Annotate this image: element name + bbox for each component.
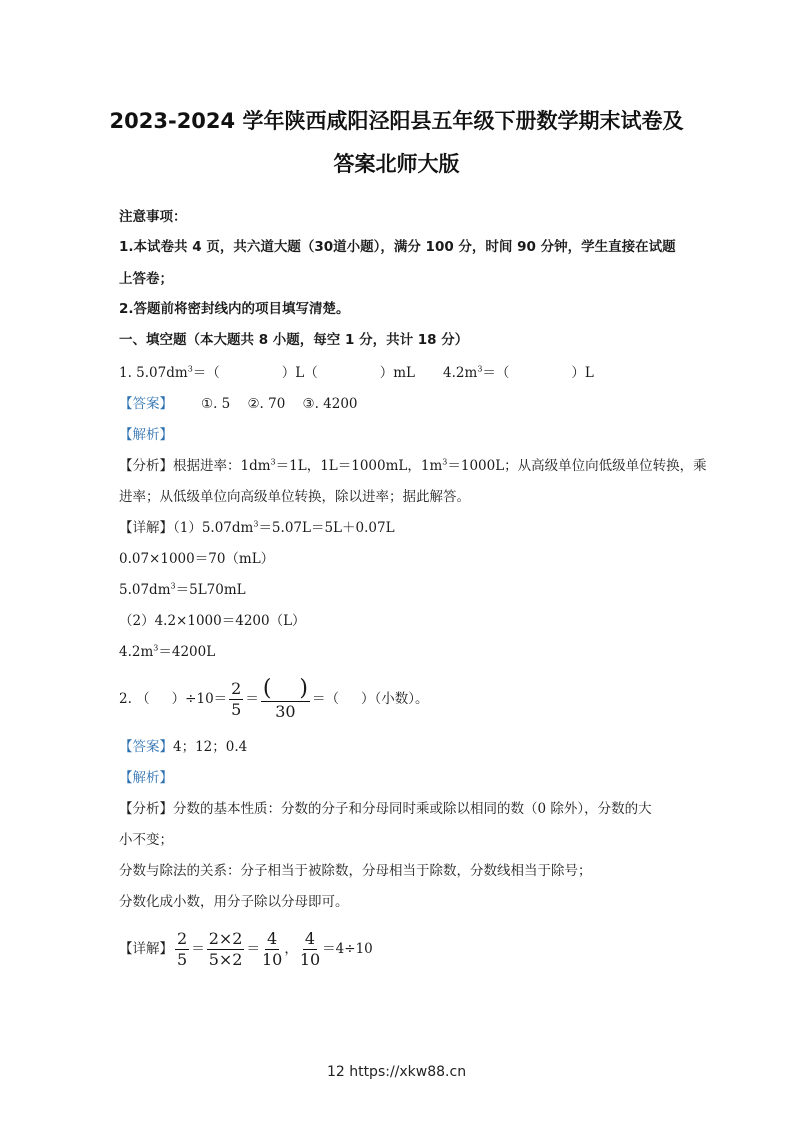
q2-fenxi-line1: 【分析】分数的基本性质：分数的分子和分母同时乘或除以相同的数（0 除外），分数的大 [119, 801, 652, 817]
doc-title-line2: 答案北师大版 [333, 152, 460, 176]
notice-heading: 注意事项： [119, 209, 187, 225]
fraction-2-5: $\frac{2}{5}$ [231, 678, 242, 719]
q1-xiangjie-line4: （2）4.2×1000＝4200（L） [119, 613, 306, 629]
answer-tag: 【答案】 [119, 739, 173, 755]
section1-heading: 一、填空题（本大题共 8 小题，每空 1 分，共计 18 分） [119, 332, 469, 348]
q2-analysis-tag: 【解析】 [119, 770, 173, 786]
q2-fenxi-line4: 分数化成小数，用分子除以分母即可。 [119, 894, 349, 910]
q1-fenxi-line1: 【分析】根据进率：$1dm^3=1L$，1L＝1000mL，$1m^3=1000L$；从高级单位向低级单位转换，乘 [119, 457, 707, 474]
q1-xiangjie-line1: 【详解】$(1)5.07dm^3=5.07L=5L+0.07L$ [119, 519, 395, 536]
q2-question: 2. （ ）÷10＝ $\frac{2}{5}$ ＝ $\frac{( )}{30}$ ＝（ ）（小数）。 [119, 675, 429, 721]
q1-analysis-tag: 【解析】 [119, 427, 173, 443]
q2-fenxi-line2: 小不变； [119, 832, 173, 848]
notice-item2: 2.答题前将密封线内的项目填写清楚。 [119, 301, 350, 317]
fraction-2x2-5x2: $\frac{2\times 2}{5\times 2}$ [208, 928, 243, 969]
answer-tag: 【答案】 [119, 396, 173, 412]
fraction-blank-30: $\frac{( )}{30}$ [262, 675, 308, 721]
fraction-4-10: $\frac{4}{10}$ [261, 928, 283, 969]
q1-xiangjie-line2: 0.07×1000＝70（mL） [119, 551, 275, 567]
q1-fenxi-line2: 进率；从低级单位向高级单位转换，除以进率；据此解答。 [119, 489, 470, 505]
notice-item1-a: 1.本试卷共 4 页，共六道大题（30道小题），满分 100 分，时间 90 分钟，学生直接在试题 [119, 239, 676, 255]
q2-answer: 【答案】4；12；0.4 [119, 739, 248, 755]
q1-answer: 【答案】 ①. 5 ②. 70 ③. 4200 [119, 396, 358, 412]
doc-title-line1: 2023-2024 学年陕西咸阳泾阳县五年级下册数学期末试卷及 [109, 109, 684, 133]
q2-fenxi-line3: 分数与除法的关系：分子相当于被除数，分母相当于除数，分数线相当于除号； [119, 863, 592, 879]
q1-xiangjie-line5: $4.2m^3=4200L$ [119, 643, 216, 660]
q2-xiangjie: 【详解】 $\frac{2}{5}$ ＝ $\frac{2\times 2}{5\times 2}$ ＝ $\frac{4}{10}$ ， $\frac{4}{10}$ ＝4÷10 [119, 928, 373, 969]
q1-xiangjie-line3: $5.07dm^3=5L70mL$ [119, 581, 246, 598]
notice-item1-b: 上答卷； [119, 271, 173, 287]
q1-question: 1. $5.07dm^3=$（ ）L（ ）mL $4.2m^3=$（ ）L [119, 364, 594, 381]
page-footer: 12 https://xkw88.cn [326, 1064, 467, 1080]
fraction-4-10: $\frac{4}{10}$ [299, 928, 321, 969]
fraction-2-5: $\frac{2}{5}$ [177, 928, 188, 969]
